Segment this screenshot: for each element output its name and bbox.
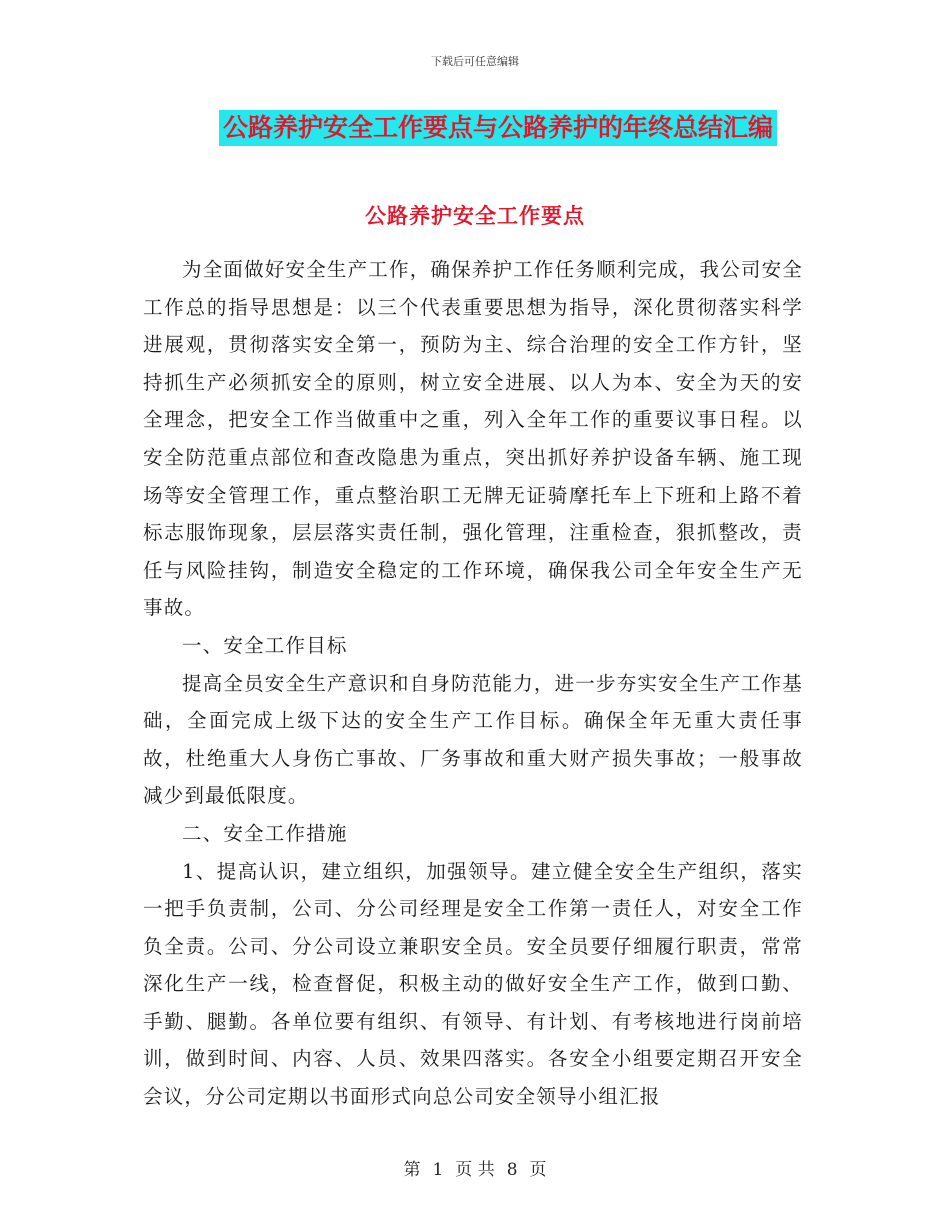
section-title: 公路养护安全工作要点 <box>365 204 585 228</box>
heading-safety-measures: 二、安全工作措施 <box>182 821 348 845</box>
paragraph-intro: 为全面做好安全生产工作，确保养护工作任务顺利完成，我公司安全工作总的指导思想是：以三个代表重要思想为指导，深化贯彻落实科学进展观，贯彻落实安全第一，预防为主、综合治理的安全工作方针，坚持抓生产必须抓安全的原则，树立安全进展、以人为本、安全为天的安全理念，把安全工作当做重中之重，列入全年工作的重要议事日程。以安全防范重点部位和查改隐患为重点，突出抓好养护设备车辆、施工现场等安全管理工作，重点整治职工无牌无证骑摩托车上下班和上路不着标志服饰现象，层层落实责任制，强化管理，注重检查，狠抓整改，责任与风险挂钩，制造安全稳定的工作环境，确保我公司全年安全生产无事故。 <box>143 258 804 620</box>
page-label-mid: 页 共 <box>455 1160 495 1180</box>
paragraph-safety-goals: 提高全员安全生产意识和自身防范能力，进一步夯实安全生产工作基础，全面完成上级下达的安全生产工作目标。确保全年无重大责任事故，杜绝重大人身伤亡事故、厂务事故和重大财产损失事故；一般事故减少到最低限度。 <box>143 671 804 808</box>
page-label-suffix: 页 <box>529 1160 547 1180</box>
page-label-prefix: 第 <box>403 1160 421 1180</box>
heading-safety-goals: 一、安全工作目标 <box>182 633 348 657</box>
header-note: 下载后可任意编辑 <box>431 55 519 68</box>
paragraph-measure-1: 1、提高认识，建立组织，加强领导。建立健全安全生产组织，落实一把手负责制，公司、分公司经理是安全工作第一责任人，对安全工作负全责。公司、分公司设立兼职安全员。安全员要仔细履行职责，常常深化生产一线，检查督促，积极主动的做好安全生产工作，做到口勤、手勤、腿勤。各单位要有组织、有领导、有计划、有考核地进行岗前培训，做到时间、内容、人员、效果四落实。各安全小组要定期召开安全会议，分公司定期以书面形式向总公司安全领导小组汇报 <box>143 859 803 1109</box>
page-number: 1 <box>432 1160 444 1180</box>
document-title: 公路养护安全工作要点与公路养护的年终总结汇编 <box>219 110 777 146</box>
total-pages: 8 <box>506 1160 518 1180</box>
document-body <box>143 251 803 1116</box>
page-footer <box>0 1155 950 1180</box>
document-title-container <box>0 110 950 146</box>
